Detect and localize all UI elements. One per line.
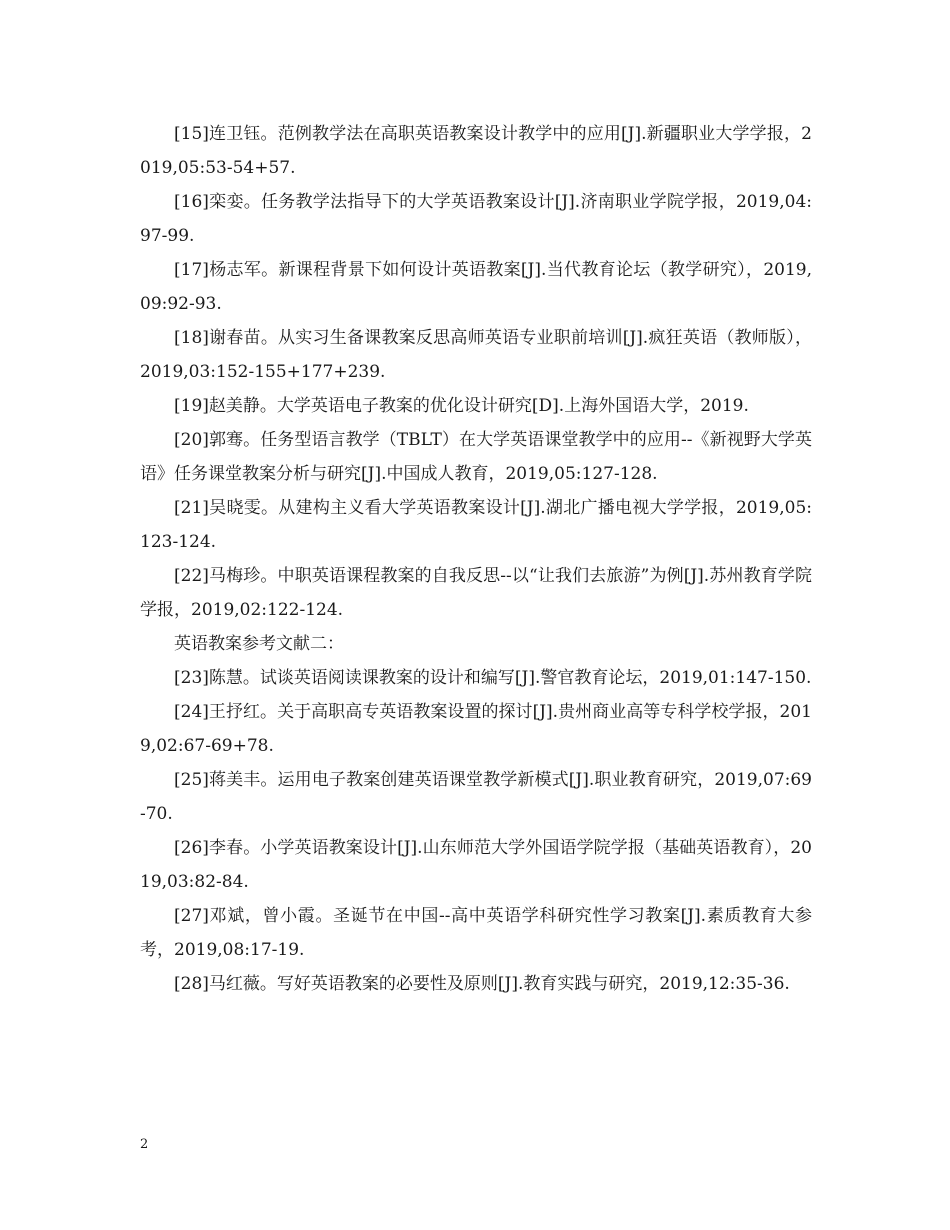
reference-27: [27]邓斌，曾小霞。圣诞节在中国--高中英语学科研究性学习教案[J].素质教育大参考，2019,08:17-19. — [140, 906, 812, 960]
page-number: 2 — [140, 1137, 149, 1152]
reference-15: [15]连卫钰。范例教学法在高职英语教案设计教学中的应用[J].新疆职业大学学报，2019,05:53-54+57. — [140, 124, 812, 178]
reference-24: [24]王抒红。关于高职高专英语教案设置的探讨[J].贵州商业高等专科学校学报，2019,02:67-69+78. — [140, 702, 812, 756]
reference-23: [23]陈慧。试谈英语阅读课教案的设计和编写[J].警官教育论坛，2019,01:147-150. — [174, 668, 812, 688]
reference-26: [26]李春。小学英语教案设计[J].山东师范大学外国语学院学报（基础英语教育），2019,03:82-84. — [140, 838, 812, 892]
reference-19: [19]赵美静。大学英语电子教案的优化设计研究[D].上海外国语大学，2019. — [174, 396, 749, 416]
reference-17: [17]杨志军。新课程背景下如何设计英语教案[J].当代教育论坛（教学研究），2019,09:92-93. — [140, 260, 812, 314]
document-body — [140, 117, 812, 1001]
reference-16: [16]栾娈。任务教学法指导下的大学英语教案设计[J].济南职业学院学报，2019,04:97-99. — [140, 192, 812, 246]
section-heading: 英语教案参考文献二： — [174, 634, 344, 654]
reference-21: [21]吴晓雯。从建构主义看大学英语教案设计[J].湖北广播电视大学学报，2019,05:123-124. — [140, 498, 812, 552]
reference-18: [18]谢春苗。从实习生备课教案反思高师英语专业职前培训[J].疯狂英语（教师版），2019,03:152-155+177+239. — [140, 328, 812, 382]
reference-20: [20]郭骞。任务型语言教学（TBLT）在大学英语课堂教学中的应用--《新视野大学英语》任务课堂教案分析与研究[J].中国成人教育，2019,05:127-128. — [140, 430, 812, 484]
reference-25: [25]蒋美丰。运用电子教案创建英语课堂教学新模式[J].职业教育研究，2019,07:69-70. — [140, 770, 812, 824]
reference-22: [22]马梅珍。中职英语课程教案的自我反思--以“让我们去旅游”为例[J].苏州教育学院学报，2019,02:122-124. — [140, 566, 812, 620]
reference-28: [28]马红薇。写好英语教案的必要性及原则[J].教育实践与研究，2019,12:35-36. — [174, 974, 790, 994]
